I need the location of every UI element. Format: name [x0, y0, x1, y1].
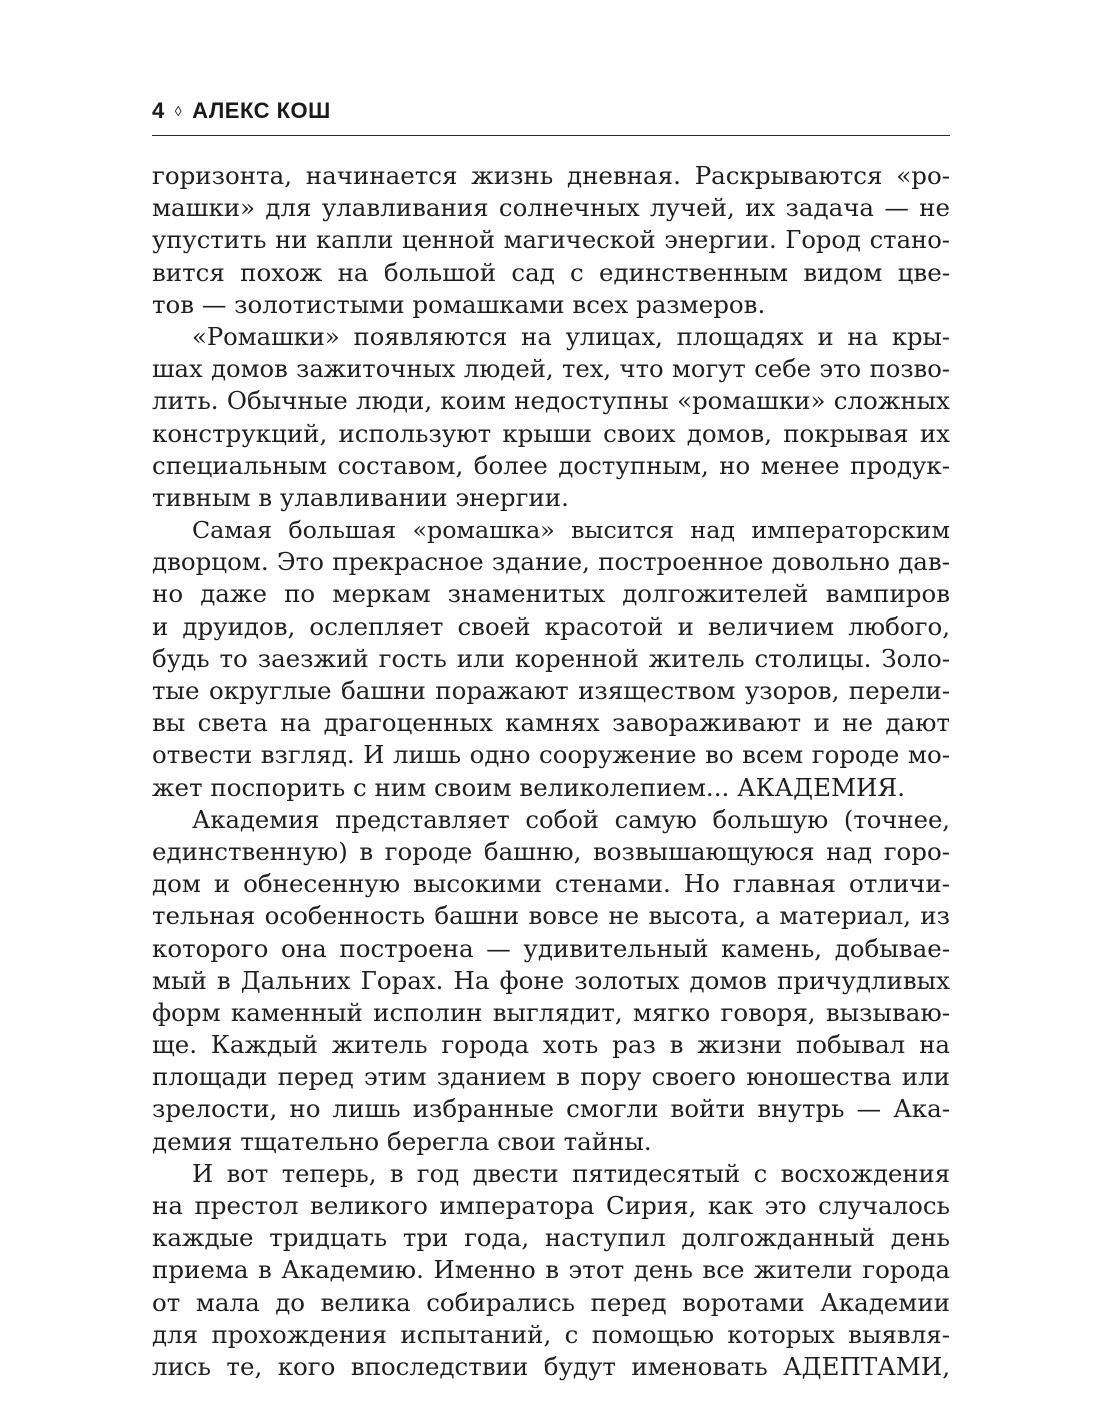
- author-name: АЛЕКС КОШ: [192, 98, 331, 123]
- text-line: лить. Обычные люди, коим недоступны «ромашки» сложных: [152, 386, 950, 416]
- running-head: [152, 96, 950, 126]
- paragraph: [152, 804, 950, 1158]
- paragraph: [152, 321, 950, 514]
- paragraph: [152, 1158, 950, 1383]
- text-line: вится похож на большой сад с единственным видом цве-: [152, 257, 950, 287]
- text-line: будь то заезжий гость или коренной житель столицы. Золо-: [152, 643, 950, 673]
- text-line: тые округлые башни поражают изяществом узоров, перели-: [152, 676, 950, 705]
- text-line: конструкций, используют крыши своих домов, покрывая их: [152, 418, 950, 448]
- text-line: тельная особенность башни вовсе не высота, а материал, из: [152, 901, 950, 931]
- text-line: Академия представляет собой самую большую (точнее,: [192, 804, 950, 834]
- text-line: от мала до велика собирались перед воротами Академии: [152, 1287, 950, 1317]
- text-line: машки» для улавливания солнечных лучей, их задача — не: [152, 193, 950, 223]
- text-line: И вот теперь, в год двести пятидесятый с восхождения: [192, 1158, 950, 1188]
- text-line: демия тщательно берегла свои тайны.: [152, 1126, 652, 1156]
- text-line: и друидов, ослепляет своей красотой и величием любого,: [152, 611, 950, 641]
- text-line: «Ромашки» появляются на улицах, площадях и на кры-: [192, 321, 950, 351]
- text-line: специальным составом, более доступным, но менее продук-: [152, 450, 950, 480]
- text-line: на престол великого императора Сирия, как это случалось: [152, 1191, 950, 1220]
- text-line: Самая большая «ромашка» высится над императорским: [192, 516, 950, 545]
- text-line: горизонта, начинается жизнь дневная. Раскрываются «ро-: [152, 161, 950, 190]
- text-line: площади перед этим зданием в пору своего юношества или: [152, 1062, 950, 1092]
- text-line: каждые тридцать три года, наступил долгожданный день: [152, 1223, 950, 1253]
- text-line: форм каменный исполин выглядит, мягко говоря, вызываю-: [152, 997, 950, 1027]
- header-rule: [152, 135, 950, 136]
- text-line: жет поспорить с ним своим великолепием... АКАДЕМИЯ.: [152, 772, 905, 802]
- text-line: единственную) в городе башню, возвышающуюся над горо-: [152, 836, 950, 866]
- text-line: тивным в улавливании энергии.: [152, 482, 569, 512]
- text-line: лись те, кого впоследствии будут именовать АДЕПТАМИ,: [152, 1351, 950, 1381]
- text-line: дворцом. Это прекрасное здание, построенное довольно дав-: [152, 547, 950, 577]
- text-line: ще. Каждый житель города хоть раз в жизни побывал на: [152, 1030, 950, 1060]
- body-text: [152, 160, 950, 1383]
- text-line: но даже по меркам знаменитых долгожителей вампиров: [152, 579, 950, 609]
- text-line: отвести взгляд. И лишь одно сооружение во всем городе мо-: [152, 740, 950, 770]
- page-number: 4: [152, 98, 165, 123]
- paragraph: [152, 514, 950, 804]
- text-line: упустить ни капли ценной магической энергии. Город стано-: [152, 225, 950, 255]
- text-line: приема в Академию. Именно в этот день все жители города: [152, 1255, 950, 1285]
- text-line: шах домов зажиточных людей, тех, что могут себе это позво-: [152, 354, 950, 384]
- text-line: мый в Дальних Горах. На фоне золотых домов причудливых: [152, 965, 950, 995]
- text-line: вы света на драгоценных камнях завораживают и не дают: [152, 708, 950, 738]
- text-line: тов — золотистыми ромашками всех размеров.: [152, 289, 766, 319]
- text-line: для прохождения испытаний, с помощью которых выявля-: [152, 1319, 950, 1349]
- text-line: дом и обнесенную высокими стенами. Но главная отличи-: [152, 869, 950, 899]
- diamond-separator-icon: ◊: [174, 103, 183, 119]
- text-line: зрелости, но лишь избранные смогли войти внутрь — Ака-: [152, 1094, 950, 1124]
- text-line: которого она построена — удивительный камень, добывае-: [152, 933, 950, 963]
- paragraph: [152, 160, 950, 321]
